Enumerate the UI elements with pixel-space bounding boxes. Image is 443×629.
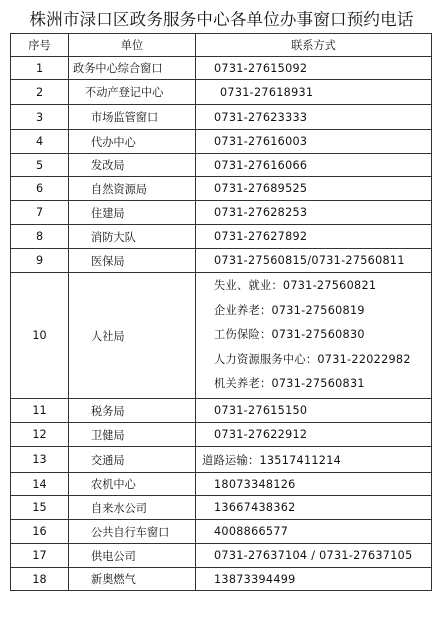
unit-name: 医保局: [69, 249, 196, 273]
table-row: [11, 273, 432, 399]
table-row: [11, 201, 432, 225]
table-row: [11, 249, 432, 273]
contact-info: [196, 177, 432, 201]
contact-info: [196, 225, 432, 249]
unit-name: 农机中心: [69, 473, 196, 496]
contact-info: [196, 473, 432, 496]
row-number: 4: [11, 130, 69, 154]
row-number: 7: [11, 201, 69, 225]
row-number: 3: [11, 105, 69, 130]
contact-info: [196, 249, 432, 273]
contact-phone: 0731-27627892: [214, 230, 308, 243]
unit-name: 自来水公司: [69, 496, 196, 520]
row-number: 16: [11, 520, 69, 544]
unit-name: 卫健局: [69, 423, 196, 447]
contact-phone: 13667438362: [214, 501, 296, 514]
row-number: 2: [11, 80, 69, 105]
contact-phone: 机关养老：0731-27560831: [214, 377, 365, 391]
row-number: 8: [11, 225, 69, 249]
contact-phone: 失业、就业：0731-27560821: [214, 279, 377, 293]
contact-phone: 0731-27615150: [214, 404, 308, 417]
unit-name: 自然资源局: [69, 177, 196, 201]
row-number: 15: [11, 496, 69, 520]
table-row: [11, 520, 432, 544]
contact-phone: 0731-27623333: [214, 110, 308, 124]
contact-info: [196, 423, 432, 447]
row-number: 13: [11, 447, 69, 473]
table-row: [11, 130, 432, 154]
table-row: [11, 399, 432, 423]
contact-info: [196, 273, 432, 399]
table-row: [11, 496, 432, 520]
unit-name: 新奥燃气: [69, 568, 196, 591]
header-contact: 联系方式: [196, 34, 432, 57]
contact-info: [196, 201, 432, 225]
table-row: [11, 423, 432, 447]
unit-name: 供电公司: [69, 544, 196, 568]
contact-phone: 0731-27628253: [214, 206, 308, 219]
contact-info: [196, 568, 432, 591]
unit-name: 发改局: [69, 154, 196, 177]
row-number: 11: [11, 399, 69, 423]
appointment-phone-table: [10, 33, 432, 591]
row-number: 5: [11, 154, 69, 177]
row-number: 14: [11, 473, 69, 496]
contact-phone: 0731-27618931: [220, 85, 314, 99]
table-row: [11, 57, 432, 80]
row-number: 18: [11, 568, 69, 591]
unit-name: 人社局: [69, 273, 196, 399]
table-row: [11, 105, 432, 130]
contact-info: [196, 57, 432, 80]
row-number: 9: [11, 249, 69, 273]
unit-name: 不动产登记中心: [69, 80, 196, 105]
contact-phone: 道路运输：13517411214: [202, 453, 342, 467]
table-body: [11, 57, 432, 591]
row-number: 12: [11, 423, 69, 447]
unit-name: 公共自行车窗口: [69, 520, 196, 544]
table-header-row: [11, 34, 432, 57]
contact-phone: 0731-27616066: [214, 158, 308, 172]
contact-phone: 人力资源服务中心：0731-22022982: [214, 352, 411, 366]
contact-info: [196, 105, 432, 130]
table-row: [11, 473, 432, 496]
contact-phone: 0731-27560815/0731-27560811: [214, 254, 405, 267]
contact-info: [196, 399, 432, 423]
contact-info: [196, 544, 432, 568]
row-number: 6: [11, 177, 69, 201]
table-row: [11, 80, 432, 105]
unit-name: 住建局: [69, 201, 196, 225]
contact-phone: 企业养老：0731-27560819: [214, 303, 365, 317]
contact-phone: 0731-27616003: [214, 135, 308, 148]
contact-phone: 0731-27615092: [214, 61, 308, 75]
contact-phone: 18073348126: [214, 477, 296, 491]
contact-info: [196, 447, 432, 473]
contact-phone: 4008866577: [214, 525, 289, 538]
contact-info: [196, 130, 432, 154]
contact-phone: 0731-27637104 / 0731-27637105: [214, 549, 413, 562]
contact-phone: 13873394499: [214, 572, 296, 586]
page-title: 株洲市渌口区政务服务中心各单位办事窗口预约电话: [29, 10, 414, 29]
unit-name: 市场监管窗口: [69, 105, 196, 130]
header-no: 序号: [11, 34, 69, 57]
contact-phone: 0731-27622912: [214, 428, 308, 441]
unit-name: 税务局: [69, 399, 196, 423]
row-number: 10: [11, 273, 69, 399]
header-unit: 单位: [69, 34, 196, 57]
contact-info: [196, 520, 432, 544]
table-row: [11, 544, 432, 568]
contact-info: [196, 154, 432, 177]
contact-phone: 工伤保险：0731-27560830: [214, 328, 365, 342]
unit-name: 消防大队: [69, 225, 196, 249]
row-number: 17: [11, 544, 69, 568]
table-row: [11, 447, 432, 473]
contact-phone: 0731-27689525: [214, 182, 308, 195]
table-row: [11, 568, 432, 591]
table-row: [11, 225, 432, 249]
unit-name: 交通局: [69, 447, 196, 473]
contact-info: [196, 80, 432, 105]
unit-name: 政务中心综合窗口: [69, 57, 196, 80]
table-row: [11, 177, 432, 201]
row-number: 1: [11, 57, 69, 80]
table-row: [11, 154, 432, 177]
contact-info: [196, 496, 432, 520]
unit-name: 代办中心: [69, 130, 196, 154]
